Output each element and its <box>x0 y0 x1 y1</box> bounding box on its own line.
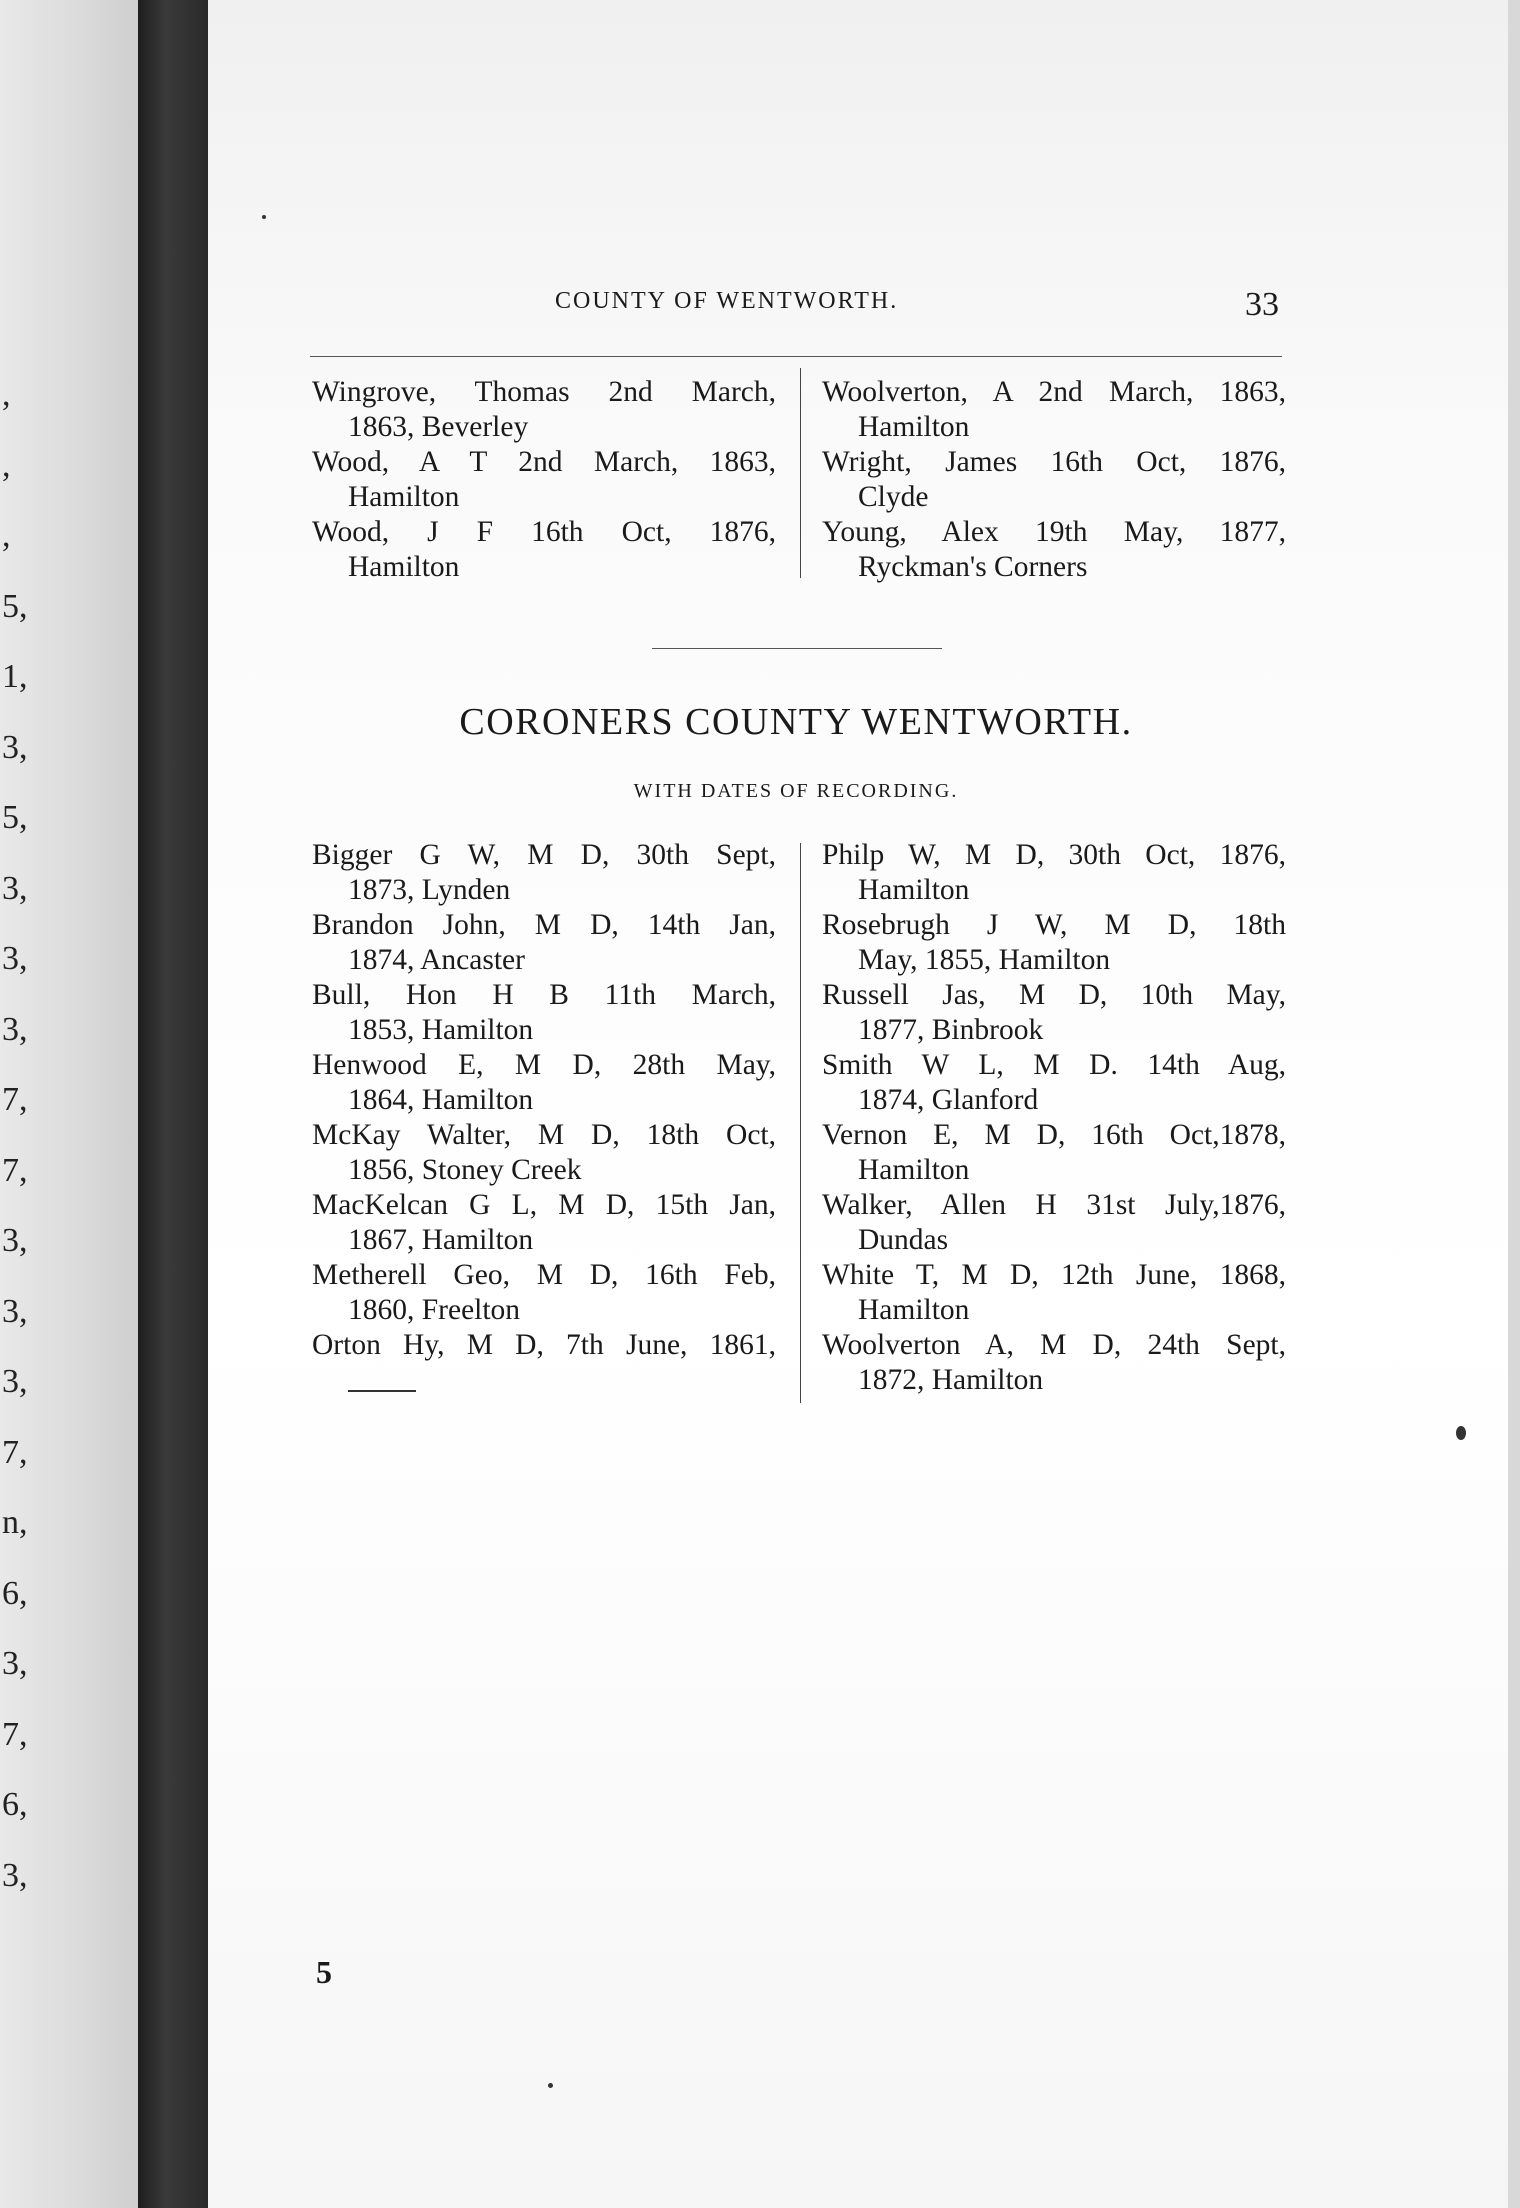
margin-mark: 3, <box>2 1856 28 1894</box>
margin-mark: 3, <box>2 1645 28 1682</box>
entry-name-line: Wood, J F 16th Oct, 1876, <box>312 516 776 548</box>
margin-mark: , <box>2 376 11 413</box>
signature-mark: 5 <box>316 1954 332 1990</box>
margin-mark: 7, <box>2 1151 28 1189</box>
margin-mark: 6, <box>2 1574 28 1612</box>
entry <box>822 908 1286 978</box>
entry-name-line: White T, M D, 12th June, 1868, <box>822 1259 1286 1291</box>
entry-name-line: Bull, Hon H B 11th March, <box>312 979 776 1011</box>
entry-name-line: Henwood E, M D, 28th May, <box>312 1049 776 1081</box>
entry-name-line: Young, Alex 19th May, 1877, <box>822 516 1286 548</box>
margin-mark: n, <box>2 1504 28 1541</box>
margin-mark: 6, <box>2 1786 28 1823</box>
coroners-right-column <box>822 838 1286 1398</box>
margin-mark: 7, <box>2 1715 28 1753</box>
entry-name-line: Rosebrugh J W, M D, 18th <box>822 909 1286 941</box>
running-head: COUNTY OF WENTWORTH. <box>555 288 899 314</box>
entry <box>312 1258 776 1328</box>
entry <box>312 445 776 515</box>
entry-name-line: Wingrove, Thomas 2nd March, <box>312 376 776 408</box>
end-dash <box>348 1390 416 1392</box>
entry-name-line: Smith W L, M D. 14th Aug, <box>822 1049 1286 1081</box>
section-title: CORONERS COUNTY WENTWORTH. <box>459 701 1133 743</box>
coroners-column-divider <box>800 843 801 1403</box>
top-list-left-column <box>312 375 776 585</box>
entry-place-line: 1877, Binbrook <box>858 1014 1044 1046</box>
facing-page-margin-marks <box>0 360 40 1911</box>
entry <box>822 1258 1286 1328</box>
entry-place-line: Dundas <box>858 1224 949 1256</box>
entry-place-line <box>312 1363 776 1398</box>
margin-mark: 3, <box>2 1363 28 1400</box>
margin-mark: 5, <box>2 799 28 836</box>
entry <box>822 1118 1286 1188</box>
margin-mark: 3, <box>2 869 28 907</box>
entry-name-line: McKay Walter, M D, 18th Oct, <box>312 1119 776 1151</box>
book-gutter <box>138 0 208 2208</box>
dust-speck <box>548 2083 553 2088</box>
entry-place-line: 1853, Hamilton <box>348 1014 534 1046</box>
entry-place-line: May, 1855, Hamilton <box>858 944 1111 976</box>
entry-name-line: Orton Hy, M D, 7th June, 1861, <box>312 1329 776 1361</box>
entry <box>822 1048 1286 1118</box>
top-list-right-column <box>822 375 1286 585</box>
entry <box>822 375 1286 445</box>
entry-name-line: Russell Jas, M D, 10th May, <box>822 979 1286 1011</box>
section-subtitle: WITH DATES OF RECORDING. <box>633 780 959 802</box>
coroners-left-column <box>312 838 776 1398</box>
entry <box>312 375 776 445</box>
entry-name-line: Bigger G W, M D, 30th Sept, <box>312 839 776 871</box>
entry-name-line: Philp W, M D, 30th Oct, 1876, <box>822 839 1286 871</box>
margin-mark: 3, <box>2 1010 28 1048</box>
entry-place-line: 1872, Hamilton <box>858 1364 1044 1396</box>
entry <box>822 978 1286 1048</box>
entry-name-line: Brandon John, M D, 14th Jan, <box>312 909 776 941</box>
entry-place-line: 1874, Glanford <box>858 1084 1039 1116</box>
margin-mark: 5, <box>2 587 28 625</box>
entry-place-line: Ryckman's Corners <box>858 551 1088 583</box>
margin-mark: 3, <box>2 1292 28 1330</box>
entry-place-line: Hamilton <box>858 411 970 443</box>
dust-speck <box>262 215 266 219</box>
entry-place-line: Hamilton <box>858 1294 970 1326</box>
entry <box>822 1188 1286 1258</box>
margin-mark: 3, <box>2 1222 28 1259</box>
margin-mark: 7, <box>2 1081 28 1118</box>
entry-name-line: Woolverton A, M D, 24th Sept, <box>822 1329 1286 1361</box>
entry <box>822 515 1286 585</box>
entry <box>822 1328 1286 1398</box>
entry-name-line: Woolverton, A 2nd March, 1863, <box>822 376 1286 408</box>
entry <box>822 838 1286 908</box>
entry-name-line: MacKelcan G L, M D, 15th Jan, <box>312 1189 776 1221</box>
entry <box>312 1048 776 1118</box>
section-divider <box>652 648 942 649</box>
entry <box>312 1188 776 1258</box>
entry-place-line: Hamilton <box>858 874 970 906</box>
entry <box>312 978 776 1048</box>
entry-place-line: 1863, Beverley <box>348 411 529 443</box>
entry-name-line: Wright, James 16th Oct, 1876, <box>822 446 1286 478</box>
entry-place-line: 1873, Lynden <box>348 874 511 906</box>
entry-place-line: 1856, Stoney Creek <box>348 1154 582 1186</box>
entry <box>312 1118 776 1188</box>
facing-page-edge <box>0 0 138 2208</box>
entry <box>312 515 776 585</box>
entry-name-line: Walker, Allen H 31st July,1876, <box>822 1189 1286 1221</box>
margin-mark: , <box>2 446 11 484</box>
entry-place-line: Hamilton <box>348 481 460 513</box>
entry <box>312 908 776 978</box>
margin-mark: 7, <box>2 1433 28 1471</box>
entry-place-line: 1864, Hamilton <box>348 1084 534 1116</box>
entry-place-line: 1860, Freelton <box>348 1294 521 1326</box>
entry <box>312 838 776 908</box>
entry-name-line: Wood, A T 2nd March, 1863, <box>312 446 776 478</box>
entry-place-line: Clyde <box>858 481 929 513</box>
dust-speck <box>1456 1426 1466 1440</box>
entry-name-line: Metherell Geo, M D, 16th Feb, <box>312 1259 776 1291</box>
entry-place-line: 1874, Ancaster <box>348 944 525 976</box>
entry-place-line: Hamilton <box>348 551 460 583</box>
margin-mark: 3, <box>2 728 28 766</box>
margin-mark: 1, <box>2 658 28 695</box>
entry-place-line: Hamilton <box>858 1154 970 1186</box>
entry-name-line: Vernon E, M D, 16th Oct,1878, <box>822 1119 1286 1151</box>
entry-place-line: 1867, Hamilton <box>348 1224 534 1256</box>
entry <box>822 445 1286 515</box>
page-number: 33 <box>1245 286 1279 323</box>
margin-mark: , <box>2 517 11 554</box>
margin-mark: 3, <box>2 940 28 977</box>
top-column-divider <box>800 368 801 578</box>
entry <box>312 1328 776 1398</box>
header-rule <box>310 356 1282 357</box>
